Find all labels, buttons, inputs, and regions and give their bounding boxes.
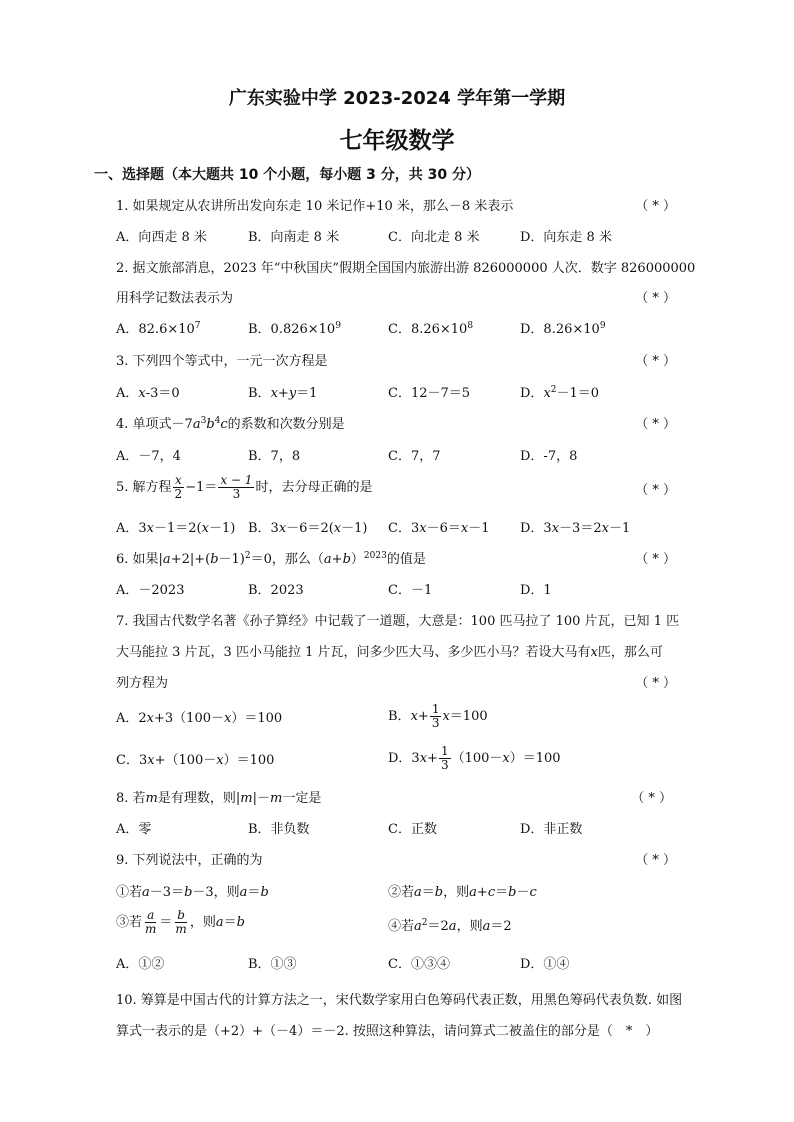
expression-text: －1＝0 [556,386,600,401]
stem-text: 是有理数，则| [157,791,241,806]
stem-text: 匹，那么可 [597,645,663,660]
q4-option-c: C．7，7 [388,449,441,464]
variable: a [192,417,201,432]
variable: m [269,791,283,806]
variable: a [414,885,422,900]
variable: c [220,417,228,432]
operator: + [331,552,343,567]
exponent: 2023 [363,551,387,561]
stem-text: ③若 [116,914,143,930]
operator: ＝ [247,885,261,900]
q2-option-d-base: D．8.26×10 [520,322,600,337]
operator: + [427,750,438,766]
option-label: B． [248,386,271,401]
variable: x [419,521,427,536]
denominator: m [175,921,187,936]
expression-text: |－ [252,791,270,806]
question-2-stem-line2: 用科学记数法表示为 [116,291,234,306]
expression-text: −1＝ [185,479,218,495]
stem-text: ，则 [443,885,470,900]
q6-option-d: D．1 [520,583,552,598]
variable: b [508,885,517,900]
q1-option-d: D．向东走 8 米 [520,230,612,245]
question-6-stem [116,553,426,566]
subject-title: 七年级数学 [339,128,455,154]
q3-option-b [248,387,317,400]
question-7-stem-line2 [116,646,663,659]
expression-text: －1) [341,521,368,536]
variable: m [145,791,158,806]
variable: x [201,521,209,536]
expression-text: ＝2 [490,919,512,934]
q6-option-a: A．－2023 [116,583,185,598]
fraction [218,474,254,500]
variable: x [146,521,155,536]
variable: a [323,552,332,567]
expression-text: -3＝0 [145,386,180,401]
q9-statement-3 [116,909,245,935]
q2-option-a-exponent: 7 [194,321,201,331]
stem-text: 5. 解方程 [116,479,172,495]
exponent: 2 [550,385,557,395]
expression-text: ）＝100 [231,711,283,726]
q5-option-c [388,522,489,535]
operator: + [277,386,289,401]
variable: x [601,521,609,536]
q8-option-d: D．非正数 [520,822,583,837]
variable: x [270,386,278,401]
variable: a [162,552,171,567]
numerator: x − 1 [220,473,253,487]
numerator: 1 [440,744,449,758]
q2-option-c-base: C．8.26×10 [388,322,468,337]
variable: b [236,914,245,930]
denominator: 2 [174,486,183,501]
fraction [173,909,188,935]
q7-option-a [116,712,282,725]
q5-option-a [116,522,235,535]
expression-text: ）＝100 [223,753,275,768]
answer-slot-4: （ * ） [635,417,676,432]
expression-text: +（100－ [154,753,217,768]
denominator: 3 [232,486,241,501]
numerator: a [147,908,155,922]
expression-text: －3＝2 [559,521,602,536]
q2-option-c-exponent: 8 [467,321,474,331]
q1-option-a: A．向西走 8 米 [116,230,207,245]
expression-text: －1) [208,521,236,536]
stem-text: 的系数和次数分别是 [227,417,345,432]
q6-option-b: B．2023 [248,583,304,598]
question-10-stem-line2: 算式一表示的是（+2）+（－4）＝－2. 按照这种算法，请问算式二被盖住的部分是（ * ） [116,1024,659,1039]
exponent: 2 [244,551,251,561]
q2-option-b-exponent: 9 [335,321,341,331]
answer-slot-6: （ * ） [635,552,676,567]
stem-text: ①若 [116,885,143,900]
variable: b [260,885,269,900]
q6-option-c: C．－1 [388,583,433,598]
question-7-stem-line3: 列方程为 [116,676,169,691]
variable: b [206,417,215,432]
q8-option-b: B．非负数 [248,822,310,837]
variable: x [138,386,146,401]
stem-text: 的值是 [386,552,426,567]
expression-text: D．3 [520,521,552,536]
q3-option-d [520,387,599,400]
section-heading: 一、选择题（本大题共 10 个小题，每小题 3 分，共 30 分） [94,167,480,183]
expression-text: +3（100－ [154,711,224,726]
denominator: 3 [431,715,440,730]
expression-text: A．3 [116,521,147,536]
fraction [173,474,185,500]
expression-text: C．3 [116,753,148,768]
q4-option-b: B．7，8 [248,449,301,464]
q1-option-c: C．向北走 8 米 [388,230,480,245]
expression-text: －3＝ [149,885,185,900]
variable: b [184,885,193,900]
variable: b [210,552,219,567]
operator: － [516,885,530,900]
expression-text: －6＝2( [286,521,334,536]
question-1-stem: 1. 如果规定从农讲所出发向东走 10 米记作+10 米，那么－8 米表示 [116,199,514,214]
q9-statement-1 [116,886,269,899]
expression-text: ＝0，那么（ [250,552,324,567]
stem-text: ②若 [388,885,415,900]
fraction [439,745,451,771]
school-term-title: 广东实验中学 2023-2024 学年第一学期 [228,88,566,109]
exponent: 2 [421,918,428,928]
answer-slot-3: （ * ） [635,354,676,369]
question-5-stem [116,474,372,500]
stem-text: 8. 若 [116,791,146,806]
exponent: 4 [214,416,221,426]
q3-option-a [116,387,180,400]
expression-text: ＝100 [449,708,488,724]
variable: x [590,645,598,660]
variable: a [469,885,477,900]
variable: a [448,919,457,934]
variable: x [147,753,155,768]
q5-option-d [520,522,630,535]
expression-text: B．3 [248,521,279,536]
q9-statement-2 [388,886,537,899]
variable: x [410,708,418,724]
expression-text: ＝1 [296,386,318,401]
question-9-stem: 9. 下列说法中，正确的为 [116,853,263,868]
question-4-stem [116,418,345,431]
question-8-stem [116,792,321,805]
numerator: b [177,908,185,922]
expression-text: －6＝ [426,521,461,536]
q5-option-b [248,522,367,535]
operator: ＝ [223,914,237,930]
variable: x [278,521,287,536]
fraction [143,909,158,935]
option-label: D． [520,386,544,401]
stem-text: ，则 [189,914,216,930]
variable: c [487,885,496,900]
variable: a [414,919,422,934]
expression-text: D．3 [388,750,420,766]
numerator: 1 [431,702,440,716]
variable: x [442,708,450,724]
option-label: A． [116,386,139,401]
operator: ＝ [159,914,173,930]
q2-option-a-base: A．82.6×10 [116,322,195,337]
q1-option-b: B．向南走 8 米 [248,230,340,245]
expression-text: C．3 [388,521,420,536]
operator: ＝ [495,885,509,900]
expression-text: B． [388,708,411,724]
q4-option-a: A．－7，4 [116,449,181,464]
stem-text: ，则 [456,919,483,934]
question-10-stem-line1: 10. 筹算是中国古代的计算方法之一，宋代数学家用白色筹码代表正数，用黑色筹码代表负数. 如图 [116,993,683,1008]
variable: x [502,750,510,766]
question-2-stem-line1: 2. 据文旅部消息，2023 年“中秋国庆”假期全国国内旅游出游 826000000 人次．数字 826000000 [116,261,696,276]
expression-text: －1＝2( [154,521,202,536]
variable: x [460,521,469,536]
answer-slot-5: （ * ） [635,483,676,498]
q9-option-a: A．①② [116,957,165,972]
variable: a [142,885,150,900]
stem-text: 一定是 [282,791,322,806]
variable: c [529,885,537,900]
stem-text: 大马能拉 3 片瓦，3 匹小马能拉 1 片瓦，问多少匹大马、多少匹小马？若设大马有 [116,645,591,660]
answer-slot-8: （ * ） [631,791,672,806]
q2-option-d-exponent: 9 [599,321,606,331]
variable: b [434,885,444,900]
variable: y [288,386,297,401]
variable: m [240,791,253,806]
operator: ＝ [421,885,435,900]
q4-option-d: D．-7，8 [520,449,578,464]
expression-text: A．2 [116,711,147,726]
q9-option-b: B．①③ [248,957,297,972]
q9-option-c: C．①③④ [388,957,450,972]
expression-text: －1) [218,552,245,567]
answer-slot-2: （ * ） [635,291,676,306]
question-7-stem-line1: 7. 我国古代数学名著《孙子算经》中记载了一道题，大意是：100 匹马拉了 100 片瓦，已知 1 匹 [116,614,680,629]
answer-slot-7: （ * ） [635,676,676,691]
exponent: 3 [200,416,207,426]
q7-option-c [116,754,274,767]
expression-text: －1 [608,521,631,536]
variable: x [224,711,232,726]
variable: x [216,753,224,768]
expression-text: －3，则 [192,885,240,900]
stem-text: ④若 [388,919,415,934]
q2-option-d [520,323,606,336]
q3-option-c: C．12－7＝5 [388,386,471,401]
stem-text: 时，去分母正确的是 [255,479,373,495]
denominator: m [145,921,157,936]
variable: x [419,750,428,766]
answer-slot-1: （ * ） [635,199,676,214]
numerator: x [174,473,182,487]
q7-option-d [388,745,561,771]
expression-text: ） [350,552,364,567]
operator: + [476,885,488,900]
denominator: 3 [440,757,449,772]
variable: x [146,711,155,726]
q7-option-b [388,703,488,729]
expression-text: +2|+( [170,552,211,567]
q2-option-c [388,323,473,336]
q9-statement-4 [388,920,512,933]
question-3-stem: 3. 下列四个等式中，一元一次方程是 [116,354,328,369]
q9-option-d: D．①④ [520,957,570,972]
answer-slot-9: （ * ） [635,853,676,868]
q8-option-a: A．零 [116,822,152,837]
stem-text: 4. 单项式－7 [116,417,193,432]
q2-option-a [116,323,201,336]
variable: b [342,552,351,567]
variable: x [551,521,560,536]
q2-option-b [248,323,341,336]
expression-text: ＝2 [427,919,449,934]
variable: a [215,914,224,930]
operator: + [417,708,429,724]
expression-text: （100－ [451,750,503,766]
q8-option-c: C．正数 [388,822,437,837]
variable: x [333,521,342,536]
variable: a [482,919,491,934]
expression-text: ）＝100 [509,750,561,766]
stem-text: 6. 如果| [116,552,163,567]
expression-text: －1 [468,521,490,536]
variable: a [239,885,248,900]
fraction [430,703,442,729]
q2-option-b-base: B．0.826×10 [248,322,336,337]
variable: x [543,386,551,401]
